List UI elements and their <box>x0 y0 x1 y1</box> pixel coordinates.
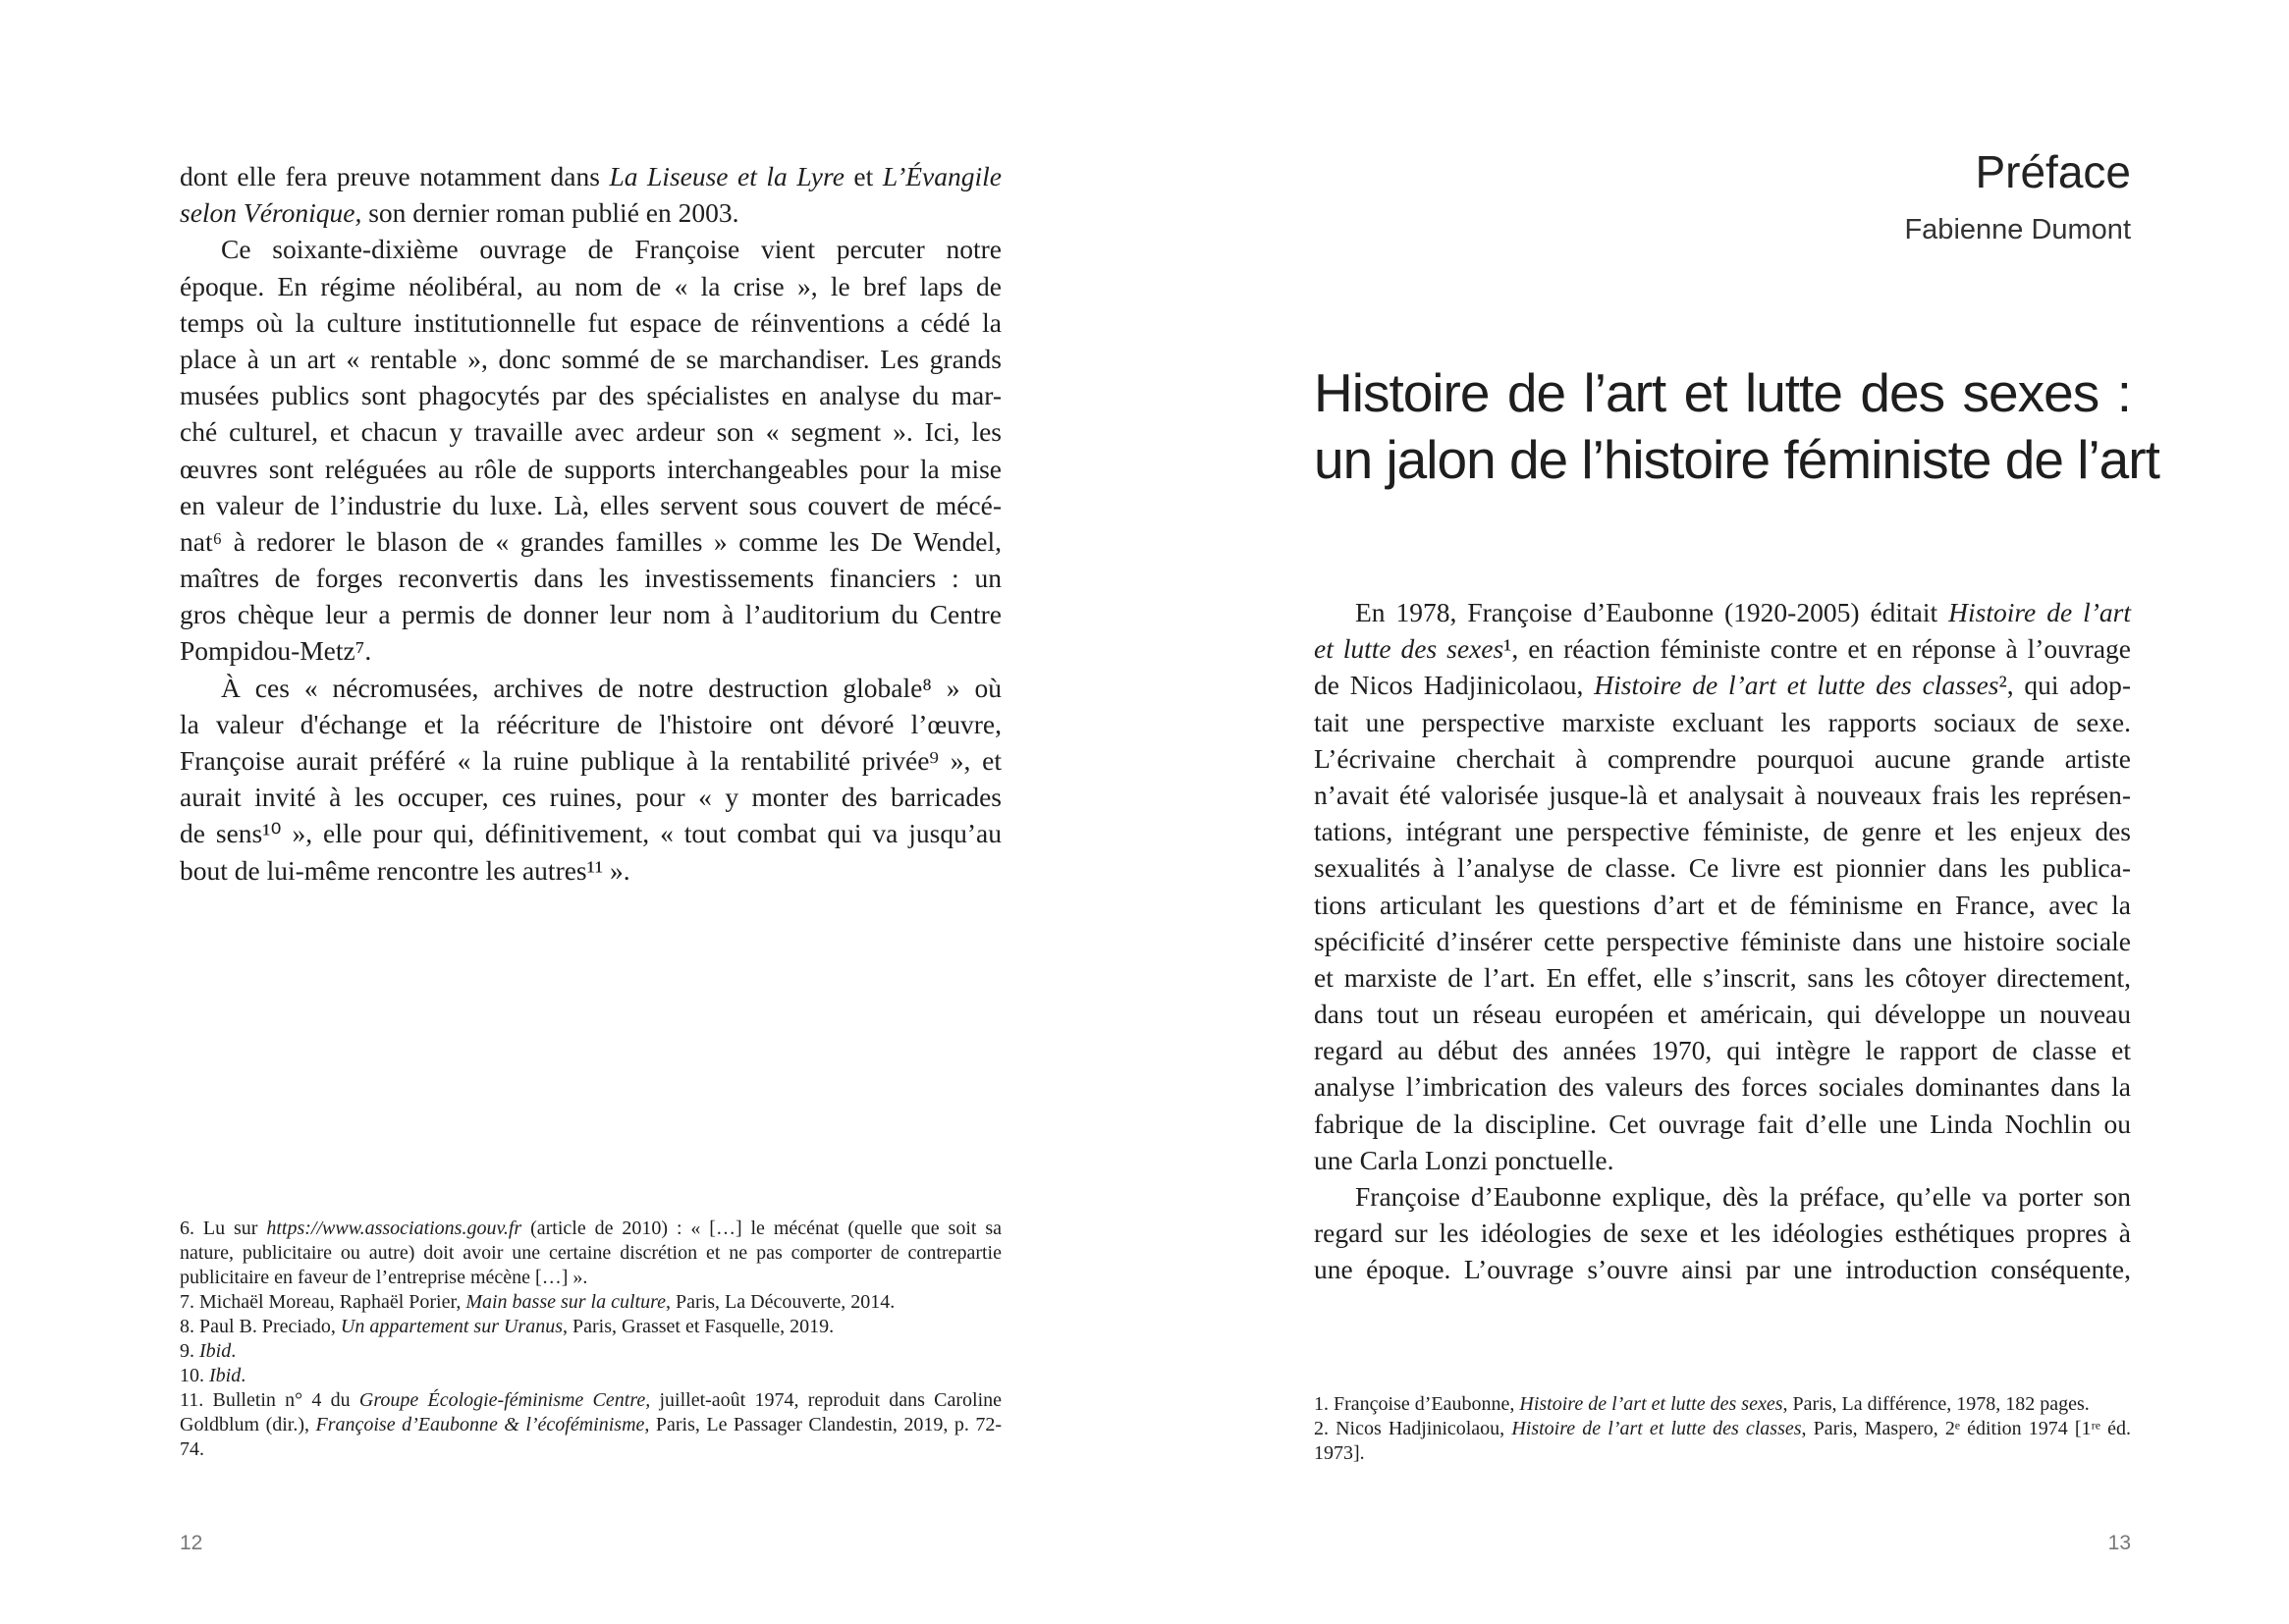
text-run: . <box>241 1365 246 1386</box>
text-line <box>1314 996 2131 1032</box>
text-run: musées publics sont phagocytés par des spécialistes en analyse du mar- <box>180 380 1002 411</box>
italic-text: Françoise d’Eaubonne & l’écoféminisme <box>315 1414 645 1435</box>
text-run: de sens¹⁰ », elle pour qui, définitivement, « tout combat qui va jusqu’au <box>180 818 1002 849</box>
text-run: spécificité d’insérer cette perspective féministe dans une histoire sociale <box>1314 925 2131 956</box>
text-line <box>180 742 1002 779</box>
text-run: L’écrivaine cherchait à comprendre pourquoi aucune grande artiste <box>1314 742 2131 774</box>
text-run: , Paris, Maspero, 2ᵉ édition 1974 [1ʳᵉ éd. 1973]. <box>1314 1418 2131 1464</box>
text-run: tait une perspective marxiste excluant les rapports sociaux de sexe. <box>1314 706 2131 737</box>
text-run: la valeur d'échange et la réécriture de l'histoire ont dévoré l’œuvre, <box>180 708 1002 739</box>
italic-text: Groupe Écologie-féminisme Centre, <box>358 1389 651 1411</box>
text-run: une époque. L’ouvrage s’ouvre ainsi par une introduction conséquente, <box>1314 1254 2131 1285</box>
text-run: , Paris, Grasset et Fasquelle, 2019. <box>563 1316 835 1337</box>
text-run: analyse l’imbrication des valeurs des forces sociales dominantes dans la <box>1314 1071 2131 1103</box>
text-line <box>180 560 1002 596</box>
italic-text: https://www.associations.gouv.fr <box>266 1218 522 1239</box>
text-line <box>180 815 1002 851</box>
right-footnotes <box>1314 1392 2131 1466</box>
text-run: de Nicos Hadjinicolaou, <box>1314 670 1595 701</box>
text-run: À ces « nécromusées, archives de notre destruction globale⁸ » où <box>221 672 1002 703</box>
text-line <box>180 194 1002 231</box>
text-run: en valeur de l’industrie du luxe. Là, elles servent sous couvert de mécé- <box>180 489 1002 520</box>
text-run: aurait invité à les occuper, ces ruines, pour « y monter des barricades <box>180 782 1002 813</box>
text-line <box>1314 1032 2131 1068</box>
text-line <box>180 852 1002 889</box>
text-line <box>180 377 1002 413</box>
text-line <box>180 268 1002 304</box>
text-line <box>1314 740 2131 777</box>
italic-text: Histoire de l’art <box>1948 597 2131 627</box>
text-line <box>180 231 1002 267</box>
text-line <box>1314 594 2131 630</box>
italic-text: Histoire de l’art et lutte des sexes <box>1519 1393 1783 1415</box>
text-line <box>1314 849 2131 886</box>
text-run: 9. <box>180 1340 199 1362</box>
italic-text: Ibid <box>199 1340 232 1362</box>
text-line <box>1314 667 2131 703</box>
footnote <box>1314 1417 2131 1466</box>
text-run: En 1978, Françoise d’Eaubonne (1920-2005) éditait <box>1355 597 1949 627</box>
text-run: Pompidou-Metz⁷. <box>180 635 372 667</box>
page-number-right: 13 <box>2107 1532 2131 1554</box>
text-line <box>180 413 1002 450</box>
text-run: Françoise d’Eaubonne explique, dès la préface, qu’elle va porter son <box>1355 1181 2131 1212</box>
text-line <box>180 451 1002 487</box>
text-run: une Carla Lonzi ponctuelle. <box>1314 1144 1614 1175</box>
footnote <box>180 1217 1002 1290</box>
text-line <box>1314 923 2131 959</box>
left-body-text <box>180 158 1002 889</box>
chapter-title-line: Histoire de l’art et lutte des sexes : <box>1314 362 2131 423</box>
text-run: 2. Nicos Hadjinicolaou, <box>1314 1418 1512 1439</box>
text-run: 11. Bulletin n° 4 du <box>180 1389 359 1411</box>
text-run: tions articulant les questions d’art et de féminisme en France, avec la <box>1314 889 2131 920</box>
text-line <box>1314 1215 2131 1251</box>
text-run: dont elle fera preuve notamment dans <box>180 161 610 191</box>
italic-text: Main basse sur la culture <box>465 1291 667 1313</box>
text-run: bout de lui-même rencontre les autres¹¹ ». <box>180 854 630 886</box>
text-run: et <box>844 161 883 191</box>
text-run: maîtres de forges reconvertis dans les investissements financiers : un <box>180 563 1002 594</box>
text-run: place à un art « rentable », donc sommé de se marchandiser. Les grands <box>180 343 1002 374</box>
footnote <box>180 1315 1002 1339</box>
italic-text: et lutte des sexes <box>1314 633 1504 665</box>
text-line <box>180 632 1002 669</box>
text-run: tations, intégrant une perspective féministe, de genre et les enjeux des <box>1314 816 2131 847</box>
text-line <box>1314 959 2131 996</box>
text-line <box>180 596 1002 632</box>
text-run: sexualités à l’analyse de classe. Ce livre est pionnier dans les publica- <box>1314 852 2131 884</box>
text-line <box>180 487 1002 523</box>
text-run: , Paris, La Découverte, 2014. <box>666 1291 896 1313</box>
text-line <box>1314 630 2131 667</box>
text-run: et marxiste de l’art. En effet, elle s’inscrit, sans les côtoyer directement, <box>1314 961 2131 993</box>
text-run: (article de 2010) : « […] le mécénat (quelle que soit sa nature, publicitaire ou autre) doit avoir une certaine discrétion et ne pas comporter de contrepartie publicitaire en faveur de l’entreprise mécène […] ». <box>180 1218 1002 1288</box>
text-run: 1. Françoise d’Eaubonne, <box>1314 1393 1520 1415</box>
footnote <box>180 1290 1002 1315</box>
italic-text: selon Véronique, <box>180 197 362 229</box>
italic-text: Histoire de l’art et lutte des classes <box>1511 1418 1802 1439</box>
text-line <box>180 670 1002 706</box>
text-line <box>1314 704 2131 740</box>
text-run: . <box>231 1340 237 1362</box>
text-run: nat⁶ à redorer le blason de « grandes familles » comme les De Wendel, <box>180 525 1002 557</box>
right-body-text <box>1314 594 2131 1288</box>
text-line <box>1314 1106 2131 1142</box>
italic-text: Un appartement sur Uranus <box>340 1316 563 1337</box>
text-line <box>180 341 1002 377</box>
text-run: ¹, en réaction féministe contre et en réponse à l’ouvrage <box>1503 633 2131 665</box>
section-title: Préface <box>1975 146 2131 197</box>
footnote <box>1314 1392 2131 1417</box>
left-footnotes <box>180 1217 1002 1462</box>
text-run: juillet-août 1974, reproduit dans Caroline Goldblum (dir.), <box>180 1389 1002 1435</box>
footnote <box>180 1364 1002 1388</box>
text-run: Françoise aurait préféré « la ruine publique à la rentabilité privée⁹ », et <box>180 745 1002 776</box>
chapter-title-line: un jalon de l’histoire féministe de l’art <box>1314 429 2159 490</box>
italic-text: L’Évangile <box>882 161 1002 191</box>
text-line <box>180 158 1002 194</box>
text-line <box>1314 1251 2131 1287</box>
text-run: , Paris, Le Passager Clandestin, 2019, p. 72-74. <box>180 1414 1003 1460</box>
text-run: Ce soixante-dixième ouvrage de Françoise vient percuter notre <box>221 234 1002 265</box>
chapter-title <box>1314 359 2159 493</box>
text-run: regard au début des années 1970, qui intègre le rapport de classe et <box>1314 1035 2131 1066</box>
text-line <box>180 779 1002 815</box>
text-run: gros chèque leur a permis de donner leur nom à l’auditorium du Centre <box>180 599 1002 630</box>
text-line <box>180 523 1002 560</box>
footnote <box>180 1339 1002 1364</box>
text-line <box>1314 887 2131 923</box>
text-line <box>180 304 1002 341</box>
page-number-left: 12 <box>180 1532 203 1554</box>
text-line <box>1314 777 2131 813</box>
footnote <box>180 1388 1002 1462</box>
text-run: œuvres sont reléguées au rôle de supports interchangeables pour la mise <box>180 453 1002 484</box>
text-line <box>1314 1178 2131 1215</box>
text-line <box>1314 813 2131 849</box>
text-run: ché culturel, et chacun y travaille avec ardeur son « segment ». Ici, les <box>180 416 1002 448</box>
text-run: temps où la culture institutionnelle fut espace de réinventions a cédé la <box>180 306 1002 338</box>
text-run: ², qui adop- <box>1998 670 2132 701</box>
italic-text: Histoire de l’art et lutte des classes <box>1594 670 1999 701</box>
text-line <box>180 706 1002 742</box>
text-run: dans tout un réseau européen et américain, qui développe un nouveau <box>1314 999 2131 1030</box>
text-run: 6. Lu sur <box>180 1218 267 1239</box>
italic-text: La Liseuse et la Lyre <box>609 161 845 191</box>
text-run: 8. Paul B. Preciado, <box>180 1316 341 1337</box>
text-run: fabrique de la discipline. Cet ouvrage fait d’elle une Linda Nochlin ou <box>1314 1108 2131 1139</box>
text-run: n’avait été valorisée jusque-là et analysait à nouveaux frais les représen- <box>1314 779 2131 810</box>
italic-text: Ibid <box>209 1365 242 1386</box>
text-run: regard sur les idéologies de sexe et les idéologies esthétiques propres à <box>1314 1218 2131 1249</box>
text-run: 7. Michaël Moreau, Raphaël Porier, <box>180 1291 466 1313</box>
author-name: Fabienne Dumont <box>1904 214 2131 245</box>
text-line <box>1314 1142 2131 1178</box>
text-line <box>1314 1068 2131 1105</box>
text-run: 10. <box>180 1365 209 1386</box>
text-run: époque. En régime néolibéral, au nom de « la crise », le bref laps de <box>180 270 1002 301</box>
text-run: , Paris, La différence, 1978, 182 pages. <box>1782 1393 2090 1415</box>
text-run: son dernier roman publié en 2003. <box>361 197 739 229</box>
